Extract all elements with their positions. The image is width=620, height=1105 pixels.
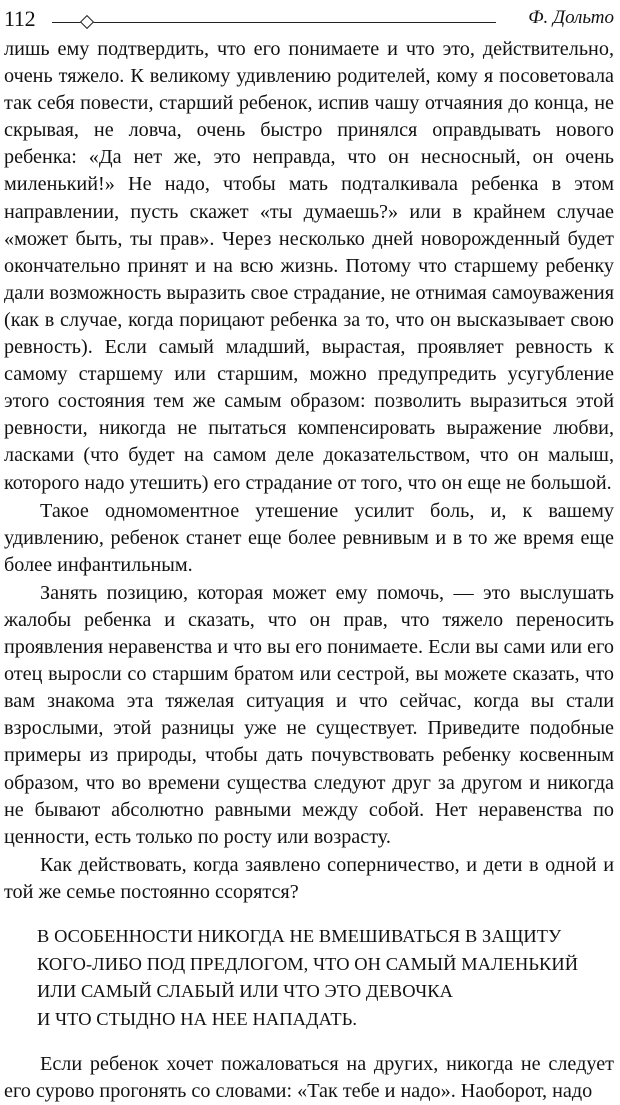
- paragraph-2: Такое одномоментное утешение усилит боль, и, к вашему удивлению, ребенок станет еще более ревнивым и в то же время еще более инфантильным.: [4, 499, 614, 576]
- header-rule: [52, 22, 496, 23]
- diamond-ornament-icon: [80, 15, 94, 29]
- paragraph-3: Занять позицию, которая может ему помочь, — это выслушать жалобы ребенка и сказать, что он прав, что тяжело переносить проявления неравенства и что вы его понимаете. Если вы сами или его отец выросли со старшим братом или сестрой, вы можете сказать, что вам знакома эта тяжелая ситуация и что сейчас, когда вы стали взрослыми, этой разницы уже не существует. Приведите подобные примеры из природы, чтобы дать почувствовать ребенку косвенным образом, что во времени существа следуют друг за другом и никогда не бывают абсолютно равными между собой. Нет неравенства по ценности, есть только по росту или возрасту.: [4, 581, 614, 848]
- page-header: [4, 4, 614, 34]
- callout-line: КОГО-ЛИБО ПОД ПРЕДЛОГОМ, ЧТО ОН САМЫЙ МАЛЕНЬКИЙ: [37, 953, 579, 974]
- body-text: [4, 36, 614, 1105]
- callout-line: ИЛИ САМЫЙ СЛАБЫЙ ИЛИ ЧТО ЭТО ДЕВОЧКА: [37, 981, 454, 1001]
- paragraph-4-question: Как действовать, когда заявлено соперничество, и дети в одной и той же семье постоянно ссорятся?: [4, 853, 614, 903]
- paragraph-5: Если ребенок хочет пожаловаться на других, никогда не следует его сурово прогонять со словами: «Так тебе и надо». Наоборот, надо: [4, 1053, 614, 1103]
- page-number: 112: [4, 6, 36, 31]
- running-head-author: Ф. Дольто: [528, 7, 614, 28]
- callout-block: [37, 923, 614, 1033]
- callout-line: И ЧТО СТЫДНО НА НЕЕ НАПАДАТЬ.: [37, 1008, 358, 1029]
- paragraph-1: лишь ему подтвердить, что его понимаете и что это, действительно, очень тяжело. К великому удивлению родителей, кому я посоветовала так себя повести, старший ребенок, испив чашу отчаяния до конца, не скрывая, не ловча, очень быстро принялся оправдывать нового ребенка: «Да нет же, это неправда, что он несносный, он очень миленький!» Не надо, чтобы мать подталкивала ребенка в этом направлении, пусть скажет «ты думаешь?» или в крайнем случае «может быть, ты прав». Через несколько дней новорожденный будет окончательно принят и на всю жизнь. Потому что старшему ребенку дали возможность выразить свое страдание, не отнимая самоуважения (как в случае, когда порицают ребенка за то, что он высказывает свою ревность). Если самый младший, вырастая, проявляет ревность к самому старшему или старшим, можно предупредить усугубление этого состояния тем же самым образом: позволить выразиться этой ревности, никогда не пытаться компенсировать выражение любви, ласками (что будет на самом деле доказательством, что он малыш, которого надо утешить) его страдание от того, что он еще не большой.: [4, 38, 614, 494]
- callout-line: В ОСОБЕННОСТИ НИКОГДА НЕ ВМЕШИВАТЬСЯ В ЗАЩИТУ: [37, 926, 562, 946]
